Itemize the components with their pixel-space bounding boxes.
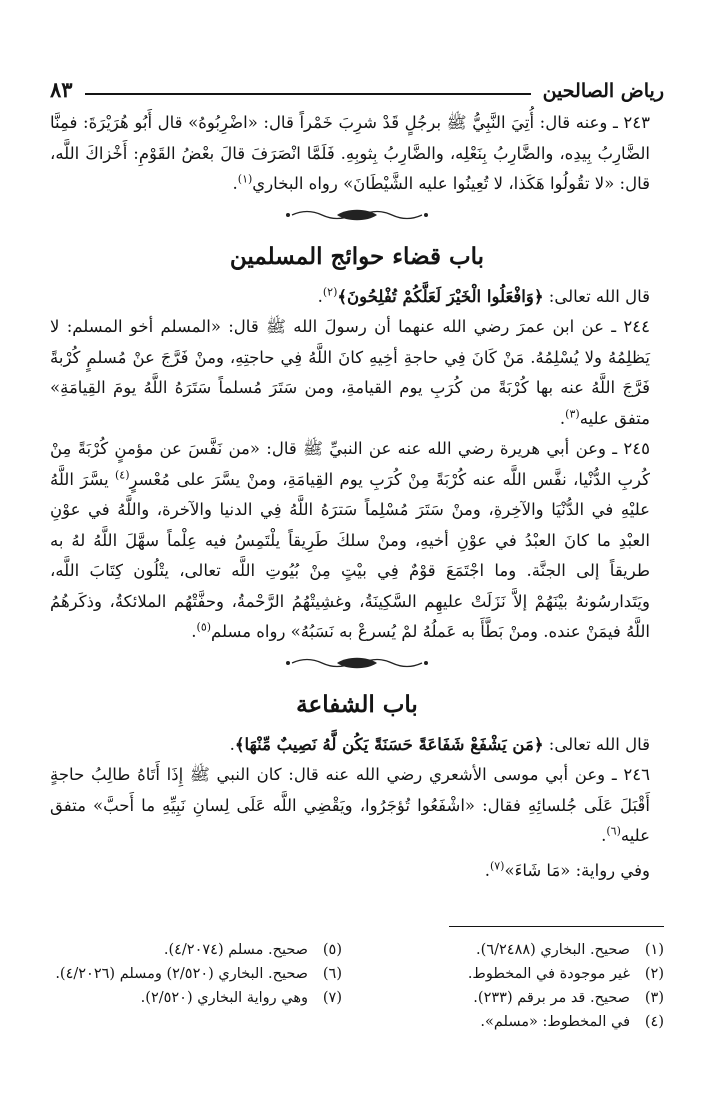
hadith-245-text-cont: يسَّرَ اللَّهُ عليْهِ في الدُّنْيَا والآخِرةِ، ومنْ سَتَرَ مُسْلِماً سَترَهُ اللَّهُ فِي الدنيا والآخرة، واللَّهُ في عوْنِ العبْدِ ما كانَ العبْدُ في عوْنِ أخيهِ، ومنْ سلكَ طَرِيقاً يلْتَمِسُ فيه عِلْماً سهَّلَ اللَّهُ لهُ به طريقاً إلى الجنَّة. وما اجْتَمَعَ قوْمٌ فِي بيْتٍ مِنْ بُيُوتِ اللَّه تعالى، يتْلُون كِتَابَ اللَّه، ويَتَدارسُونهُ بيْنَهُمْ إلاَّ نَزَلَتْ عليهِم السَّكِينَةُ، وغشِيتْهُمُ الرَّحْمةُ، وحفَّتْهُم الملائكةُ، وذكَرهُمُ اللَّهُ فيمَنْ عنده. ومنْ بَطَّأَ به عَملُهُ لمْ يُسرعْ به نَسَبُهُ» رواه مسلم: [50, 469, 650, 641]
footnotes: [50, 928, 664, 1034]
footnote-item: [372, 938, 664, 962]
hadith-244: ٢٤٤ ـ عن ابن عمرَ رضي الله عنهما أن رسولَ الله ﷺ قال: «المسلم أخو المسلم: لا يَظلِمُهُ ولا يُسْلِمُهُ. مَنْ كَانَ فِي حاجةِ أخِيهِ كانَ اللَّهُ فِي حاجتِهِ، ومنْ فَرَّجَ عنْ مُسلمٍ كُرْبةً فَرَّجَ اللَّهُ عنه بها كُرْبَةً من كُرَبِ يوم القيامةِ، ومن سَتَرَ مُسلماً سَتَرَهُ اللَّهُ يومَ القِيامَةِ» متفق عليه$^{(٣)}$.: [50, 317, 650, 428]
footnote-ref: (٦): [606, 824, 621, 838]
hadith-243: ٢٤٣ ـ وعنه قال: أُتِيَ النَّبِيُّ ﷺ برجُلٍ قَدْ شرِبَ خَمْراً قال: «اضْرِبُوهُ» قال أَبُو هُرَيْرَةَ: فمِنَّا الضَّارِبُ بِيدِه، والضَّارِبُ بِنَعْلِه، والضَّارِبُ بِثوبِهِ. فَلَمَّا انْصَرَفَ قالَ بعْضُ القَوْمِ: أَخْزاكَ اللَّه، قال: «لا تقُولُوا هَكَذا، لا تُعِينُوا عليه الشَّيْطَانَ» رواه البخاري$^{(١)}$.: [50, 113, 650, 193]
footnote-number: (١): [644, 942, 664, 958]
book-title: رياض الصالحين: [542, 80, 664, 102]
footnote-text: في المخطوط: «مسلم».: [480, 1014, 630, 1030]
footnote-number: (٢): [644, 966, 664, 982]
verse-intro: قال الله تعالى:: [543, 286, 650, 306]
footnote-item: [50, 962, 342, 986]
footnote-text: صحيح. مسلم (٤/٢٠٧٤).: [163, 942, 308, 958]
hadith-244-text: ٢٤٤ ـ عن ابن عمرَ رضي الله عنهما أن رسولَ الله ﷺ قال: «المسلم أخو المسلم: لا يَظلِمُهُ ولا يُسْلِمُهُ. مَنْ كَانَ فِي حاجةِ أخِيهِ كانَ اللَّهُ فِي حاجتِهِ، ومنْ فَرَّجَ عنْ مُسلمٍ كُرْبةً فَرَّجَ اللَّهُ عنه بها كُرْبَةً من كُرَبِ يوم القيامةِ، ومن سَتَرَ مُسلماً سَتَرَهُ اللَّهُ يومَ القِيامَةِ» متفق عليه: [50, 317, 650, 428]
section-title-intercession: باب الشفاعة: [296, 690, 418, 718]
hadith-243-text: ٢٤٣ ـ وعنه قال: أُتِيَ النَّبِيُّ ﷺ برجُلٍ قَدْ شرِبَ خَمْراً قال: «اضْرِبُوهُ» قال أَبُو هُرَيْرَةَ: فمِنَّا الضَّارِبُ بِيدِه، والضَّارِبُ بِنَعْلِه، والضَّارِبُ بِثوبِهِ. فَلَمَّا انْصَرَفَ قالَ بعْضُ القَوْمِ: أَخْزاكَ اللَّه، قال: «لا تقُولُوا هَكَذا، لا تُعِينُوا عليه الشَّيْطَانَ» رواه البخاري: [50, 113, 650, 193]
variant-text: وفي رواية: «مَا شَاءَ»: [504, 860, 650, 880]
footnote-text: صحيح. البخاري (٦/٢٤٨٨).: [476, 942, 630, 958]
footnote-number: (٣): [644, 990, 664, 1006]
divider-ornament: [282, 206, 432, 224]
page-number: ٨٣: [50, 77, 73, 102]
hadith-245: ٢٤٥ ـ وعن أبي هريرة رضي الله عنه عن النبيِّ ﷺ قال: «من نَفَّسَ عن مؤمنٍ كُرْبَةً مِنْ كُربِ الدُّنْيا، نفَّس اللَّه عنه كُرْبَةً مِنْ كُرَبِ يوم القِيامَةِ، ومنْ يسَّرَ على مُعْسرٍ$^{(٤)}$ يسَّرَ اللَّهُ عليْهِ في الدُّنْيَا والآخِرةِ، ومنْ سَتَرَ مُسْلِماً سَترَهُ اللَّهُ فِي الدنيا والآخرة، واللَّهُ في عوْنِ العبْدِ ما كانَ العبْدُ في عوْنِ أخيهِ، ومنْ سلكَ طَرِيقاً يلْتَمِسُ فيه عِلْماً سهَّلَ اللَّهُ لهُ به طريقاً إلى الجنَّة. وما اجْتَمَعَ قوْمٌ فِي بيْتٍ مِنْ بُيُوتِ اللَّه تعالى، يتْلُون كِتَابَ اللَّه، ويَتَدارسُونهُ بيْنَهُمْ إلاَّ نَزَلَتْ عليهِم السَّكِينَةُ، وغشِيتْهُمُ الرَّحْمةُ، وحفَّتْهُم الملائكةُ، وذكَرهُمُ اللَّهُ فيمَنْ عنده. ومنْ بَطَّأَ به عَملُهُ لمْ يُسرعْ به نَسَبُهُ» رواه مسلم$^{(٥)}$.: [50, 439, 650, 641]
footnote-text: غير موجودة في المخطوط.: [467, 966, 630, 982]
divider-ornament: [282, 654, 432, 672]
page-header: [50, 68, 664, 102]
footnote-number: (٤): [644, 1014, 664, 1030]
footnote-ref: (١): [237, 172, 253, 186]
footnote-separator: [449, 926, 664, 927]
variant-narration: وفي رواية: «مَا شَاءَ»$^{(٧)}$.: [484, 859, 650, 880]
footnote-number: (٦): [322, 966, 342, 982]
quran-verse: ﴿وَافْعَلُوا الْخَيْرَ لَعَلَّكُمْ تُفْلِحُونَ﴾: [337, 286, 544, 306]
footnote-ref: (٥): [196, 620, 212, 634]
footnote-item: [50, 986, 342, 1010]
quran-verse: ﴿مَن يَشْفَعْ شَفَاعَةً حَسَنَةً يَكُن لَّهُ نَصِيبٌ مِّنْهَا﴾: [234, 734, 544, 754]
verse-intro: قال الله تعالى:: [543, 734, 650, 754]
footnote-column-right: [372, 938, 664, 1034]
footnote-number: (٧): [322, 990, 342, 1006]
footnote-ref: (٢): [322, 285, 338, 298]
footnote-ref: (٧): [489, 859, 505, 872]
footnote-ref: (٣): [565, 407, 580, 420]
hadith-246-text: ٢٤٦ ـ وعن أبي موسى الأشعري رضي الله عنه قال: كان النبي ﷺ إِذَا أَتَاهُ طالِبُ حاجةٍ أَقْبَلَ عَلَى جُلسائِهِ فقال: «اشْفَعُوا تُؤجَرُوا، ويَقْضِي اللَّه عَلَى لِسانِ نَبِيِّهِ ما أَحبَّ» متفق عليه: [50, 765, 650, 845]
footnote-columns: [50, 928, 664, 1034]
hadith-246: ٢٤٦ ـ وعن أبي موسى الأشعري رضي الله عنه قال: كان النبي ﷺ إِذَا أَتَاهُ طالِبُ حاجةٍ أَقْبَلَ عَلَى جُلسائِهِ فقال: «اشْفَعُوا تُؤجَرُوا، ويَقْضِي اللَّه عَلَى لِسانِ نَبِيِّهِ ما أَحبَّ» متفق عليه$^{(٦)}$.: [50, 765, 650, 845]
footnote-column-left: [50, 938, 342, 1034]
verse-line-2: قال الله تعالى: ﴿مَن يَشْفَعْ شَفَاعَةً حَسَنَةً يَكُن لَّهُ نَصِيبٌ مِّنْهَا﴾.: [229, 734, 650, 754]
footnote-item: [372, 986, 664, 1010]
footnote-text: صحيح. قد مر برقم (٢٣٣).: [473, 990, 630, 1006]
footnote-number: (٥): [322, 942, 342, 958]
footnote-item: [372, 962, 664, 986]
hadith-245-text: ٢٤٥ ـ وعن أبي هريرة رضي الله عنه عن النبيِّ ﷺ قال: «من نَفَّسَ عن مؤمنٍ كُرْبَةً مِنْ كُربِ الدُّنْيا، نفَّس اللَّه عنه كُرْبَةً مِنْ كُرَبِ يوم القِيامَةِ، ومنْ يسَّرَ على مُعْسرٍ: [50, 439, 650, 489]
section-title-needs: باب قضاء حوائج المسلمين: [229, 242, 485, 270]
footnote-item: [372, 1010, 664, 1034]
footnote-text: وهي رواية البخاري (٢/٥٢٠).: [140, 990, 308, 1006]
header-rule: [85, 93, 531, 95]
footnote-text: صحيح. البخاري (٢/٥٢٠) ومسلم (٤/٢٠٢٦).: [55, 966, 308, 982]
verse-line-1: قال الله تعالى: ﴿وَافْعَلُوا الْخَيْرَ لَعَلَّكُمْ تُفْلِحُونَ﴾$^{(٢)}$.: [317, 285, 650, 306]
footnote-item: [50, 938, 342, 962]
footnote-ref: (٤): [114, 468, 130, 481]
